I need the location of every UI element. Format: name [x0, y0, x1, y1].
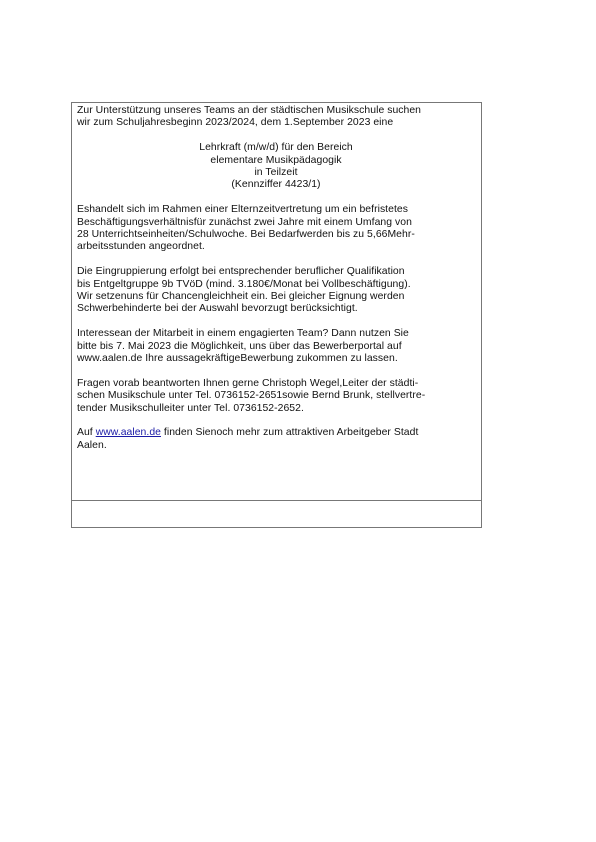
intro-line-2: wir zum Schuljahresbeginn 2023/2024, dem 1.September 2023 eine	[77, 117, 394, 129]
pay-line-2: bis Entgeltgruppe 9b TVöD (mind. 3.180€/Monat bei Vollbeschäftigung).	[77, 278, 411, 290]
details-line-3: 28 Unterrichtseinheiten/Schulwoche. Bei Bedarfwerden bis zu 5,66Mehr-	[77, 229, 415, 241]
contact-line-1: Fragen vorab beantworten Ihnen gerne Christoph Wegel,Leiter der städti-	[77, 377, 419, 389]
job-ad-content	[72, 103, 481, 501]
position-subject: elementare Musikpädagogik	[210, 154, 342, 166]
apply-line-2: bitte bis 7. Mai 2023 die Möglichkeit, uns über das Bewerberportal auf	[77, 340, 402, 352]
apply-line-3: www.aalen.de Ihre aussagekräftigeBewerbung zukommen zu lassen.	[77, 353, 398, 365]
position-title: Lehrkraft (m/w/d) für den Bereich	[199, 142, 353, 154]
job-ad-footer	[72, 501, 481, 527]
pay-line-4: Schwerbehinderte bei der Auswahl bevorzugt berücksichtigt.	[77, 303, 358, 315]
contact-line-2: schen Musikschule unter Tel. 0736152-2651sowie Bernd Brunk, stellvertre-	[77, 390, 426, 402]
pay-line-1: Die Eingruppierung erfolgt bei entsprechender beruflicher Qualifikation	[77, 266, 405, 278]
details-line-1: Eshandelt sich im Rahmen einer Elternzeitvertretung um ein befristetes	[77, 204, 408, 216]
details-line-2: Beschäftigungsverhältnisfür zunächst zwei Jahre mit einem Umfang von	[77, 216, 412, 228]
position-type: in Teilzeit	[254, 167, 298, 179]
more-info-line-2: Aalen.	[77, 439, 107, 451]
aalen-website-link[interactable]: www.aalen.de	[95, 427, 161, 439]
details-line-4: arbeitsstunden angeordnet.	[77, 241, 205, 253]
apply-line-1: Interessean der Mitarbeit in einem engagierten Team? Dann nutzen Sie	[77, 328, 409, 340]
more-info-line-1	[77, 427, 475, 439]
pay-line-3: Wir setzenuns für Chancengleichheit ein. Bei gleicher Eignung werden	[77, 291, 405, 303]
job-ad-box	[71, 102, 482, 528]
position-reference: (Kennziffer 4423/1)	[231, 179, 321, 191]
more-info-prefix: Auf	[77, 427, 96, 439]
more-info-suffix: finden Sienoch mehr zum attraktiven Arbeitgeber Stadt	[160, 427, 419, 439]
intro-line-1: Zur Unterstützung unseres Teams an der städtischen Musikschule suchen	[77, 105, 422, 116]
contact-line-3: tender Musikschulleiter unter Tel. 0736152-2652.	[77, 402, 304, 414]
